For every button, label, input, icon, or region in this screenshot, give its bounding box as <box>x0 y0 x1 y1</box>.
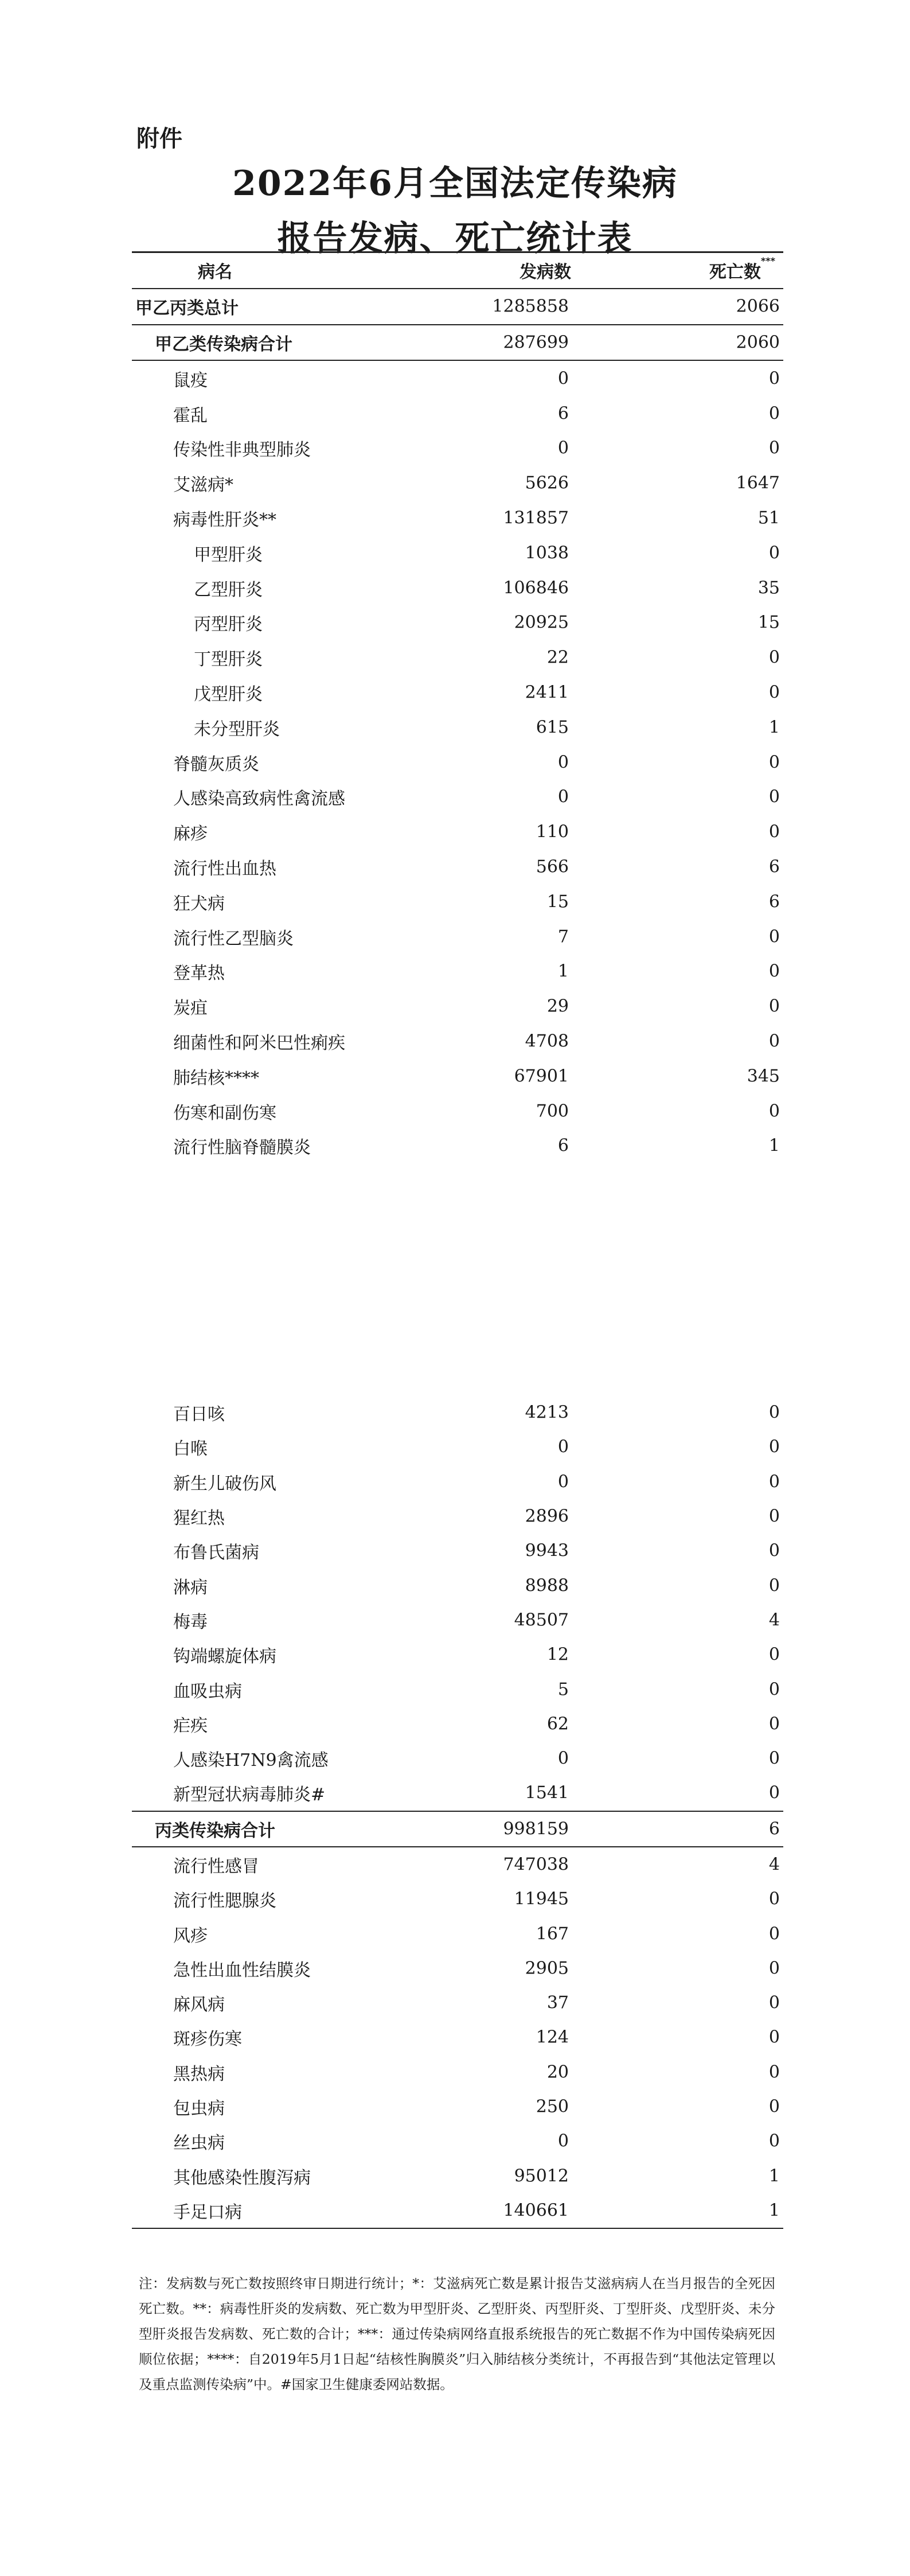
row-cases: 0 <box>557 1748 569 1769</box>
row-name: 流行性乙型脑炎 <box>173 928 294 949</box>
table-row <box>132 2055 783 2089</box>
row-deaths: 0 <box>768 1783 780 1803</box>
row-deaths: 0 <box>768 1714 780 1734</box>
row-deaths: 0 <box>768 1644 780 1665</box>
row-deaths: 0 <box>768 2131 780 2151</box>
row-deaths: 0 <box>768 1993 780 2013</box>
row-deaths: 0 <box>768 2096 780 2117</box>
row-cases: 1038 <box>525 543 569 563</box>
row-deaths: 51 <box>757 508 780 528</box>
table-row <box>132 1568 783 1602</box>
table-row <box>132 570 783 605</box>
row-name: 疟疾 <box>173 1715 208 1736</box>
row-name: 脊髓灰质炎 <box>173 754 259 775</box>
row-deaths: 0 <box>768 1472 780 1492</box>
row-name: 黑热病 <box>173 2064 225 2084</box>
row-name: 戊型肝炎 <box>194 684 263 705</box>
row-name: 丙型肝炎 <box>194 614 263 635</box>
row-cases: 2905 <box>525 1958 569 1979</box>
row-cases: 12 <box>546 1644 569 1665</box>
table-row <box>132 2159 783 2193</box>
row-cases: 20 <box>546 2062 569 2083</box>
table-row <box>132 1024 783 1059</box>
table-row <box>132 919 783 954</box>
row-name: 梅毒 <box>173 1612 208 1632</box>
row-cases: 95012 <box>514 2166 569 2186</box>
row-name: 丙类传染病合计 <box>155 1820 275 1841</box>
row-cases: 167 <box>536 1924 569 1944</box>
row-deaths: 0 <box>768 1924 780 1944</box>
row-cases: 615 <box>536 717 569 738</box>
table-row <box>132 850 783 885</box>
row-cases: 287699 <box>503 332 569 353</box>
header-disease-name: 病名 <box>198 262 232 283</box>
table-row <box>132 745 783 780</box>
row-cases: 0 <box>557 2131 569 2151</box>
row-deaths: 6 <box>768 1819 780 1839</box>
row-name: 包虫病 <box>173 2099 225 2119</box>
row-name: 肺结核**** <box>173 1068 259 1088</box>
row-deaths: 0 <box>768 1031 780 1052</box>
table-row <box>132 1951 783 1986</box>
disease-statistics-table <box>132 251 783 1164</box>
table-row <box>132 1776 783 1810</box>
row-deaths: 0 <box>768 543 780 563</box>
row-name: 乙型肝炎 <box>194 579 263 600</box>
row-deaths: 0 <box>768 1540 780 1561</box>
row-name: 人感染高致病性禽流感 <box>173 789 345 810</box>
row-name: 麻疹 <box>173 824 208 845</box>
footnotes: 注：发病数与死亡数按照终审日期进行统计；*：艾滋病死亡数是累计报告艾滋病病人在当月报告的全死因死亡数。**：病毒性肝炎的发病数、死亡数为甲型肝炎、乙型肝炎、丙型肝炎、丁型肝炎、戊型肝炎、未分型肝炎报告发病数、死亡数的合计；***：通过传染病网络直报系统报告的死亡数据不作为中国传染病死因顺位依据；****：自2019年5月1日起“结核性胸膜炎”归入肺结核分类统计，不再报告到“其他法定管理以及重点监测传染病”中。#国家卫生健康委网站数据。 <box>139 2275 775 2392</box>
row-deaths: 1 <box>768 717 780 738</box>
row-deaths: 0 <box>768 1437 780 1457</box>
row-deaths: 0 <box>768 787 780 807</box>
row-cases: 22 <box>546 647 569 668</box>
table-row <box>132 1094 783 1129</box>
row-deaths: 0 <box>768 438 780 458</box>
table-row <box>132 1395 783 1430</box>
row-deaths: 0 <box>768 682 780 703</box>
row-deaths: 0 <box>768 1889 780 1909</box>
row-name: 风疹 <box>173 1925 208 1946</box>
table-row <box>132 466 783 501</box>
row-cases: 5626 <box>525 473 569 493</box>
row-name: 丁型肝炎 <box>194 649 263 670</box>
row-name: 流行性出血热 <box>173 858 276 879</box>
row-cases: 6 <box>557 1135 569 1156</box>
row-name: 人感染H7N9禽流感 <box>173 1750 329 1771</box>
row-deaths: 4 <box>768 1610 780 1631</box>
row-cases: 106846 <box>503 578 569 598</box>
table-row <box>132 989 783 1024</box>
table-row <box>132 640 783 675</box>
header-deaths: 死亡数*** <box>709 255 775 283</box>
row-cases: 5 <box>557 1679 569 1700</box>
row-name: 急性出血性结膜炎 <box>173 1960 311 1980</box>
row-cases: 11945 <box>514 1889 569 1909</box>
table-row <box>132 396 783 431</box>
row-cases: 0 <box>557 1437 569 1457</box>
row-deaths: 0 <box>768 961 780 982</box>
row-cases: 1285858 <box>492 296 569 317</box>
row-cases: 37 <box>546 1993 569 2013</box>
row-cases: 747038 <box>503 1854 569 1875</box>
row-cases: 2411 <box>525 682 569 703</box>
row-deaths: 4 <box>768 1854 780 1875</box>
row-deaths: 0 <box>768 927 780 947</box>
table-row <box>132 431 783 466</box>
row-cases: 998159 <box>503 1819 569 1839</box>
table-row <box>132 1637 783 1672</box>
row-name: 手足口病 <box>173 2202 242 2223</box>
table-row <box>132 954 783 989</box>
row-deaths: 1 <box>768 2166 780 2186</box>
row-name: 流行性腮腺炎 <box>173 1891 276 1912</box>
row-name: 未分型肝炎 <box>194 719 280 740</box>
row-cases: 566 <box>536 857 569 877</box>
row-name: 钩端螺旋体病 <box>173 1647 276 1667</box>
row-deaths: 0 <box>768 1101 780 1122</box>
row-name: 淋病 <box>173 1577 208 1598</box>
row-deaths: 0 <box>768 752 780 773</box>
row-name: 新生儿破伤风 <box>173 1473 276 1494</box>
table-row <box>132 815 783 850</box>
table-row <box>132 1672 783 1706</box>
row-cases: 67901 <box>514 1066 569 1087</box>
row-deaths: 6 <box>768 857 780 877</box>
row-deaths: 0 <box>768 1402 780 1423</box>
row-name: 百日咳 <box>173 1404 225 1425</box>
row-name: 伤寒和副伤寒 <box>173 1103 276 1123</box>
row-name: 甲乙类传染病合计 <box>155 334 292 355</box>
row-deaths: 345 <box>747 1066 780 1087</box>
document-title-line1: 2022年6月全国法定传染病 <box>232 164 678 204</box>
row-name: 其他感染性腹泻病 <box>173 2168 311 2188</box>
row-name: 麻风病 <box>173 1995 225 2015</box>
row-cases: 0 <box>557 787 569 807</box>
row-name: 狂犬病 <box>173 893 225 914</box>
row-cases: 6 <box>557 403 569 424</box>
row-cases: 250 <box>536 2096 569 2117</box>
row-deaths: 2060 <box>736 332 780 353</box>
row-name: 白喉 <box>173 1439 208 1460</box>
row-deaths: 15 <box>757 612 780 633</box>
row-cases: 4213 <box>525 1402 569 1423</box>
table-row <box>132 1916 783 1951</box>
row-cases: 1541 <box>525 1783 569 1803</box>
header-deaths-footnote-mark: *** <box>760 255 775 267</box>
row-deaths: 2066 <box>736 296 780 317</box>
row-deaths: 6 <box>768 892 780 912</box>
row-cases: 110 <box>536 822 569 842</box>
table-row <box>132 501 783 536</box>
row-name: 新型冠状病毒肺炎# <box>173 1785 326 1805</box>
table-row <box>132 780 783 815</box>
row-name: 登革热 <box>173 963 225 984</box>
row-cases: 124 <box>536 2027 569 2048</box>
table-row <box>132 1129 783 1164</box>
row-deaths: 35 <box>757 578 780 598</box>
table-row <box>132 884 783 919</box>
table-row <box>132 1499 783 1534</box>
table-row <box>132 1882 783 1916</box>
table-row <box>132 2193 783 2229</box>
row-name: 流行性脑脊髓膜炎 <box>173 1138 311 1158</box>
row-deaths: 0 <box>768 2027 780 2048</box>
row-deaths: 0 <box>768 1575 780 1596</box>
table-row-class-ab-subtotal <box>132 325 783 361</box>
row-name: 鼠疫 <box>173 370 208 391</box>
row-cases: 0 <box>557 752 569 773</box>
row-deaths: 0 <box>768 1506 780 1527</box>
row-cases: 29 <box>546 996 569 1017</box>
row-cases: 15 <box>546 892 569 912</box>
disease-statistics-table-continued <box>132 1395 783 2229</box>
table-header-row <box>132 251 783 289</box>
table-row <box>132 710 783 745</box>
row-name: 甲乙丙类总计 <box>135 298 239 319</box>
row-name: 布鲁氏菌病 <box>173 1543 259 1563</box>
table-row <box>132 2089 783 2124</box>
table-row <box>132 675 783 710</box>
row-deaths: 1 <box>768 1135 780 1156</box>
row-cases: 4708 <box>525 1031 569 1052</box>
table-row <box>132 605 783 640</box>
row-cases: 62 <box>546 1714 569 1734</box>
row-name: 细菌性和阿米巴性痢疾 <box>173 1033 345 1053</box>
row-name: 血吸虫病 <box>173 1681 242 1702</box>
row-cases: 9943 <box>525 1540 569 1561</box>
row-deaths: 0 <box>768 1958 780 1979</box>
row-cases: 0 <box>557 368 569 389</box>
table-row <box>132 1986 783 2020</box>
table-row-class-abc-total <box>132 289 783 325</box>
row-deaths: 0 <box>768 368 780 389</box>
attachment-label: 附件 <box>136 126 182 152</box>
row-cases: 7 <box>557 927 569 947</box>
table-row-class-c-subtotal <box>132 1811 783 1847</box>
row-deaths: 0 <box>768 2062 780 2083</box>
table-row <box>132 1430 783 1464</box>
row-name: 斑疹伤寒 <box>173 2029 242 2050</box>
row-deaths: 0 <box>768 1679 780 1700</box>
row-deaths: 1647 <box>736 473 780 493</box>
table-row <box>132 1847 783 1882</box>
table-row <box>132 361 783 396</box>
row-cases: 1 <box>557 961 569 982</box>
table-row <box>132 535 783 570</box>
table-row <box>132 1059 783 1094</box>
row-cases: 0 <box>557 438 569 458</box>
row-name: 病毒性肝炎** <box>173 509 276 530</box>
header-cases: 发病数 <box>520 262 571 283</box>
table-row <box>132 1707 783 1741</box>
row-cases: 20925 <box>514 612 569 633</box>
document-title-line2: 报告发病、死亡统计表 <box>277 219 633 259</box>
row-name: 甲型肝炎 <box>194 544 263 565</box>
row-cases: 0 <box>557 1472 569 1492</box>
table-row <box>132 1741 783 1776</box>
row-deaths: 0 <box>768 403 780 424</box>
row-name: 霍乱 <box>173 405 208 426</box>
row-cases: 140661 <box>503 2200 569 2221</box>
row-cases: 131857 <box>503 508 569 528</box>
row-name: 艾滋病* <box>173 475 233 496</box>
table-row <box>132 1465 783 1499</box>
row-name: 流行性感冒 <box>173 1857 259 1877</box>
row-name: 猩红热 <box>173 1508 225 1529</box>
row-name: 传染性非典型肺炎 <box>173 440 311 461</box>
row-cases: 2896 <box>525 1506 569 1527</box>
table-row <box>132 1534 783 1568</box>
table-row <box>132 2020 783 2054</box>
row-cases: 48507 <box>514 1610 569 1631</box>
row-cases: 8988 <box>525 1575 569 1596</box>
row-cases: 700 <box>536 1101 569 1122</box>
row-name: 炭疽 <box>173 998 208 1019</box>
row-deaths: 0 <box>768 1748 780 1769</box>
row-deaths: 0 <box>768 996 780 1017</box>
row-name: 丝虫病 <box>173 2133 225 2154</box>
table-row <box>132 1603 783 1637</box>
row-deaths: 0 <box>768 647 780 668</box>
row-deaths: 1 <box>768 2200 780 2221</box>
table-row <box>132 2124 783 2158</box>
row-deaths: 0 <box>768 822 780 842</box>
